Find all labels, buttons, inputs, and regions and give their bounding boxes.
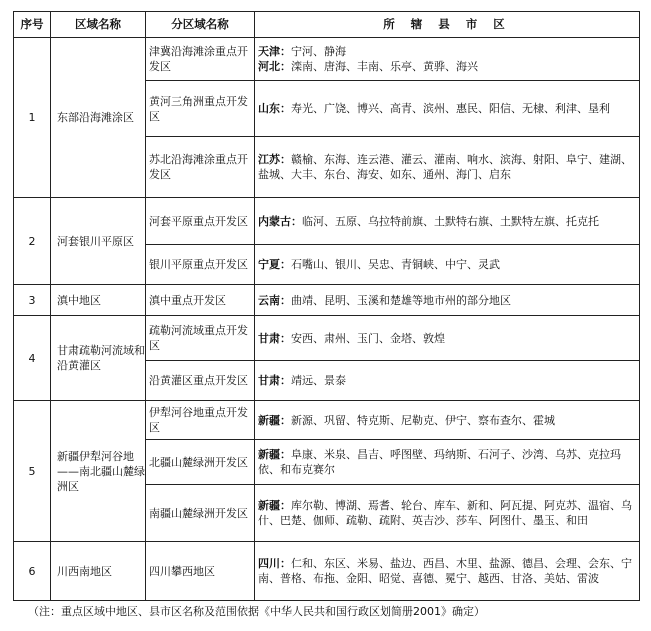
county-list (255, 285, 640, 316)
province-label: 天津： (258, 45, 291, 58)
region-name: 东部沿海滩涂区 (51, 38, 146, 198)
subregion-name: 银川平原重点开发区 (146, 245, 255, 285)
table-footnote: （注：重点区域中地区、县市区名称及范围依据《中华人民共和国行政区划简册2001》确定） (28, 605, 485, 618)
row-number: 6 (14, 542, 51, 601)
county-names: 阜康、米泉、昌吉、呼图壁、玛纳斯、石河子、沙湾、乌苏、克拉玛依、和布克赛尔 (258, 448, 621, 476)
subregion-name: 滇中重点开发区 (146, 285, 255, 316)
table-row (14, 401, 640, 440)
county-list (255, 245, 640, 285)
table-row (14, 542, 640, 601)
row-number: 4 (14, 316, 51, 401)
county-list (255, 485, 640, 542)
row-number: 3 (14, 285, 51, 316)
header-region: 区域名称 (51, 12, 146, 38)
subregion-name: 四川攀西地区 (146, 542, 255, 601)
header-row (14, 12, 640, 38)
region-name: 新疆伊犁河谷地——南北疆山麓绿洲区 (51, 401, 146, 542)
county-list (255, 542, 640, 601)
county-names: 新源、巩留、特克斯、尼勒克、伊宁、察布查尔、霍城 (291, 413, 555, 427)
regions-table (13, 11, 640, 601)
county-names: 安西、肃州、玉门、金塔、敦煌 (291, 331, 445, 345)
county-names: 寿光、广饶、博兴、高青、滨州、惠民、阳信、无棣、利津、垦利 (291, 102, 610, 115)
county-names: 宁河、静海 (291, 45, 346, 58)
county-names: 石嘴山、银川、吴忠、青铜峡、中宁、灵武 (291, 258, 500, 271)
county-names: 曲靖、昆明、玉溪和楚雄等地市州的部分地区 (291, 293, 511, 307)
county-names: 滦南、唐海、丰南、乐亭、黄骅、海兴 (291, 60, 478, 73)
province-label: 河北： (258, 60, 291, 73)
county-names: 仁和、东区、米易、盐边、西昌、木里、盐源、德昌、会理、会东、宁南、普格、布拖、金阳、昭觉、喜德、冕宁、越西、甘洛、美姑、雷波 (258, 557, 632, 585)
province-label: 新疆： (258, 413, 291, 427)
row-number: 5 (14, 401, 51, 542)
province-label: 山东： (258, 102, 291, 115)
header-subregion: 分区域名称 (146, 12, 255, 38)
province-label: 江苏： (258, 153, 291, 166)
county-names: 库尔勒、博湖、焉耆、轮台、库车、新和、阿瓦提、阿克苏、温宿、乌什、巴楚、伽师、疏勒、疏附、英吉沙、莎车、阿图什、墨玉、和田 (258, 499, 632, 527)
province-label: 甘肃： (258, 331, 291, 345)
county-list (255, 137, 640, 198)
county-list (255, 440, 640, 485)
subregion-name: 伊犁河谷地重点开发区 (146, 401, 255, 440)
region-name: 滇中地区 (51, 285, 146, 316)
province-label: 新疆： (258, 499, 291, 512)
province-label: 宁夏： (258, 258, 291, 271)
county-list (255, 198, 640, 245)
region-name: 河套银川平原区 (51, 198, 146, 285)
subregion-name: 北疆山麓绿洲开发区 (146, 440, 255, 485)
subregion-name: 黄河三角洲重点开发区 (146, 81, 255, 137)
province-label: 新疆： (258, 448, 291, 461)
province-label: 四川： (258, 557, 291, 570)
subregion-name: 疏勒河流域重点开发区 (146, 316, 255, 361)
county-names: 临河、五原、乌拉特前旗、土默特右旗、土默特左旗、托克托 (302, 214, 599, 228)
county-list (255, 401, 640, 440)
province-label: 内蒙古： (258, 214, 302, 228)
row-number: 2 (14, 198, 51, 285)
header-no: 序号 (14, 12, 51, 38)
subregion-name: 沿黄灌区重点开发区 (146, 361, 255, 401)
subregion-name: 苏北沿海滩涂重点开发区 (146, 137, 255, 198)
province-label: 甘肃： (258, 374, 291, 387)
region-name: 川西南地区 (51, 542, 146, 601)
county-list (255, 38, 640, 81)
county-list (255, 361, 640, 401)
region-name: 甘肃疏勒河流域和沿黄灌区 (51, 316, 146, 401)
subregion-name: 河套平原重点开发区 (146, 198, 255, 245)
header-counties: 所 辖 县 市 区 (255, 12, 640, 38)
table-row (14, 285, 640, 316)
table-row (14, 38, 640, 81)
subregion-name: 津冀沿海滩涂重点开发区 (146, 38, 255, 81)
county-names: 赣榆、东海、连云港、灌云、灌南、响水、滨海、射阳、阜宁、建湖、盐城、大丰、东台、海安、如东、通州、海门、启东 (258, 153, 632, 181)
province-label: 云南： (258, 293, 291, 307)
row-number: 1 (14, 38, 51, 198)
county-list (255, 81, 640, 137)
subregion-name: 南疆山麓绿洲开发区 (146, 485, 255, 542)
county-list (255, 316, 640, 361)
county-names: 靖远、景泰 (291, 374, 346, 387)
table-row (14, 198, 640, 245)
table-row (14, 316, 640, 361)
